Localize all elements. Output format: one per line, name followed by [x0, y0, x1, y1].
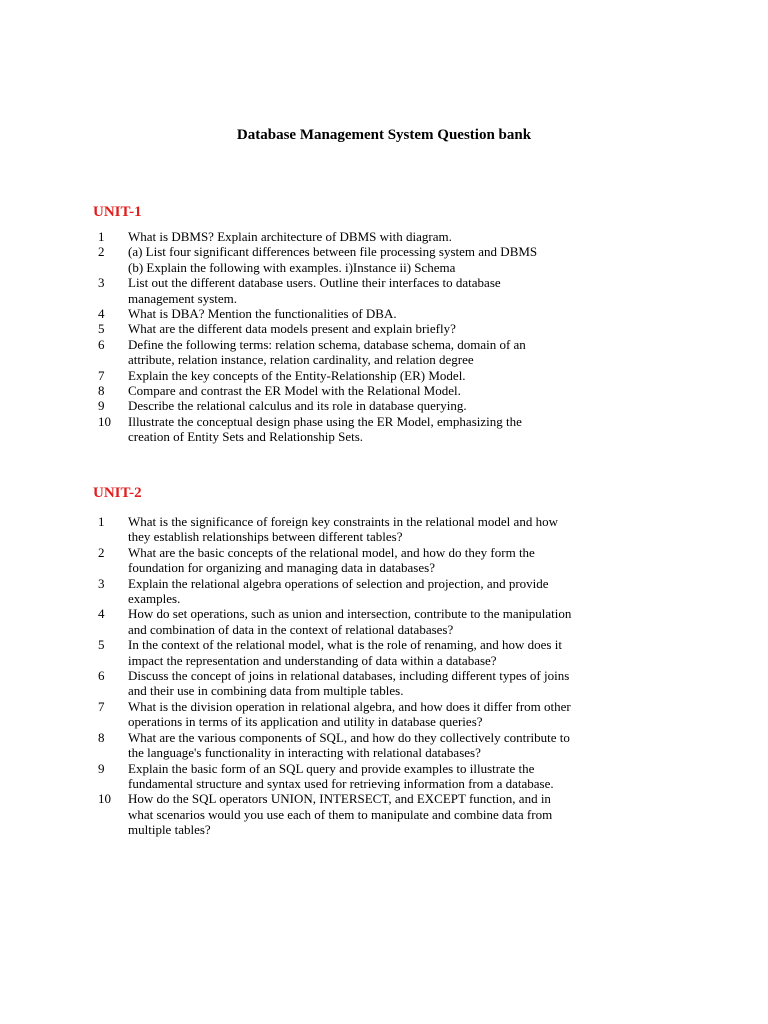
question-item [93, 368, 623, 383]
question-number: 10 [98, 413, 111, 429]
question-item [93, 383, 623, 398]
question-text-line: Describe the relational calculus and its role in database querying. [128, 398, 467, 414]
question-item [93, 791, 623, 837]
question-number: 5 [98, 321, 105, 337]
question-text-line: Explain the key concepts of the Entity-Relationship (ER) Model. [128, 367, 466, 383]
question-text [128, 244, 623, 275]
question-text [128, 606, 623, 637]
question-text [128, 306, 623, 321]
question-number: 4 [98, 306, 105, 322]
question-number: 9 [98, 398, 105, 414]
question-item [93, 606, 623, 637]
question-text [128, 576, 623, 607]
question-text-line: management system. [128, 290, 238, 306]
question-number: 1 [98, 514, 105, 529]
question-text-line: operations in terms of its application and utility in database queries? [128, 714, 483, 730]
question-number: 4 [98, 606, 105, 622]
question-text [128, 368, 623, 383]
unit-2-heading: UNIT-2 [93, 485, 142, 501]
question-number: 5 [98, 637, 105, 653]
question-text [128, 637, 623, 668]
question-number: 6 [98, 668, 105, 684]
question-number: 2 [98, 244, 105, 260]
question-item [93, 414, 623, 445]
question-text-line: (a) List four significant differences between file processing system and DBMS [128, 244, 538, 260]
question-text [128, 321, 623, 336]
question-text-line: What are the different data models present and explain briefly? [128, 321, 456, 337]
question-number: 7 [98, 367, 105, 383]
question-number: 7 [98, 698, 105, 714]
document-title: Database Management System Question bank [236, 127, 532, 143]
question-number: 8 [98, 383, 105, 399]
question-item [93, 699, 623, 730]
question-text-line: What are the various components of SQL, and how do they collectively contribute to [128, 729, 570, 745]
question-number: 10 [98, 791, 111, 807]
question-text [128, 761, 623, 792]
question-text [128, 337, 623, 368]
question-item [93, 244, 623, 275]
question-text-line: foundation for organizing and managing data in databases? [128, 560, 435, 576]
question-text-line: Illustrate the conceptual design phase using the ER Model, emphasizing the [128, 413, 522, 429]
question-text-line: How do set operations, such as union and intersection, contribute to the manipulation [128, 606, 572, 622]
question-text [128, 545, 623, 576]
question-text-line: fundamental structure and syntax used for retrieving information from a database. [128, 775, 554, 791]
question-text [128, 699, 623, 730]
question-text-line: Discuss the concept of joins in relational databases, including different types of joins [128, 668, 570, 684]
question-text [128, 668, 623, 699]
question-text [128, 398, 623, 413]
question-text-line: Compare and contrast the ER Model with the Relational Model. [128, 383, 461, 399]
question-text-line: and combination of data in the context of relational databases? [128, 621, 454, 637]
question-item [93, 321, 623, 336]
question-text-line: multiple tables? [128, 822, 211, 838]
question-text-line: What are the basic concepts of the relational model, and how do they form the [128, 544, 535, 560]
question-item [93, 229, 623, 244]
question-text-line: attribute, relation instance, relation cardinality, and relation degree [128, 352, 474, 368]
question-text-line: Explain the relational algebra operations of selection and projection, and provide [128, 575, 549, 591]
question-text-line: examples. [128, 591, 181, 607]
question-text [128, 730, 623, 761]
question-text-line: What is DBMS? Explain architecture of DBMS with diagram. [128, 229, 452, 244]
question-text-line: What is the division operation in relational algebra, and how does it differ from other [128, 698, 571, 714]
unit-1-question-list [93, 229, 623, 445]
question-number: 9 [98, 760, 105, 776]
question-item [93, 275, 623, 306]
question-text-line: List out the different database users. Outline their interfaces to database [128, 275, 501, 291]
question-item [93, 761, 623, 792]
question-text-line: What is DBA? Mention the functionalities of DBA. [128, 306, 397, 322]
question-text-line: the language's functionality in interacting with relational databases? [128, 745, 481, 761]
unit-1-heading: UNIT-1 [93, 204, 142, 220]
question-item [93, 576, 623, 607]
question-item [93, 514, 623, 545]
question-text-line: they establish relationships between different tables? [128, 529, 403, 545]
question-text-line: creation of Entity Sets and Relationship Sets. [128, 429, 364, 445]
question-text-line: Define the following terms: relation schema, database schema, domain of an [128, 336, 526, 352]
question-text-line: Explain the basic form of an SQL query and provide examples to illustrate the [128, 760, 535, 776]
question-text-line: (b) Explain the following with examples. i)Instance ii) Schema [128, 259, 456, 275]
question-item [93, 730, 623, 761]
question-text-line: what scenarios would you use each of them to manipulate and combine data from [128, 806, 553, 822]
question-number: 6 [98, 336, 105, 352]
question-text [128, 514, 623, 545]
question-text-line: impact the representation and understanding of data within a database? [128, 652, 497, 668]
question-item [93, 337, 623, 368]
question-text [128, 275, 623, 306]
question-number: 1 [98, 229, 105, 244]
question-item [93, 668, 623, 699]
question-text [128, 791, 623, 837]
question-item [93, 306, 623, 321]
question-number: 8 [98, 729, 105, 745]
question-item [93, 637, 623, 668]
question-number: 2 [98, 544, 105, 560]
question-text [128, 229, 623, 244]
question-text-line: How do the SQL operators UNION, INTERSECT, and EXCEPT function, and in [128, 791, 551, 807]
question-item [93, 398, 623, 413]
question-number: 3 [98, 575, 105, 591]
question-item [93, 545, 623, 576]
question-text [128, 383, 623, 398]
question-text [128, 414, 623, 445]
unit-2-question-list [93, 514, 623, 838]
question-number: 3 [98, 275, 105, 291]
question-text-line: What is the significance of foreign key constraints in the relational model and how [128, 514, 558, 529]
question-text-line: and their use in combining data from multiple tables. [128, 683, 404, 699]
question-text-line: In the context of the relational model, what is the role of renaming, and how does it [128, 637, 562, 653]
